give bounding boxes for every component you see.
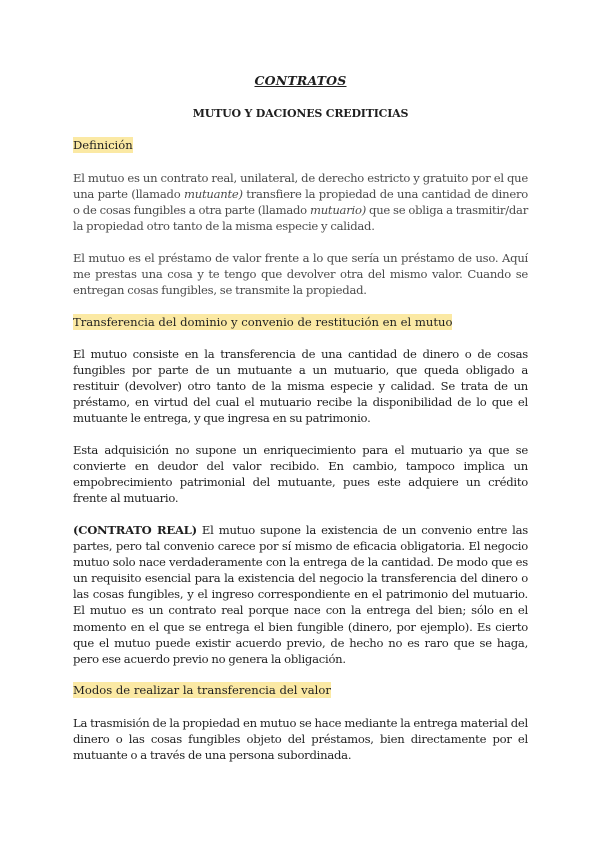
paragraph-text: que se obliga a trasmitir/dar la propiedad otro tanto de la misma especie y calidad.	[73, 203, 529, 233]
document-title: CONTRATOS	[254, 73, 347, 88]
section-heading-label: Modos de realizar la transferencia del valor	[73, 683, 331, 697]
term-mutuario: mutuario)	[309, 203, 366, 217]
paragraph-definicion-1	[73, 170, 528, 234]
contrato-real-label: (CONTRATO REAL)	[73, 523, 197, 537]
paragraph-contrato-real	[73, 522, 528, 667]
section-heading-label: Definición	[73, 138, 133, 152]
paragraph-text: El mutuo supone la existencia de un convenio entre las partes, pero tal convenio carece por sí mismo de eficacia obligatoria. El negocio mutuo solo nace verdaderamente con la entrega de la cantidad. De modo que es un requisito esencial para la existencia del negocio la transferencia del dinero o las cosas fungibles, y el ingreso correspondiente en el patrimonio del mutuario. El mutuo es un contrato real porque nace con la entrega del bien; sólo en el momento en el que se entrega el bien fungible (dinero, por ejemplo). Es cierto que el mutuo puede existir acuerdo previo, de hecho no es raro que se haga, pero ese acuerdo previo no genera la obligación.	[73, 523, 528, 666]
paragraph-text: transfiere la propiedad de una cantidad de dinero o de cosas fungibles a otra parte (llamado	[73, 187, 528, 217]
paragraph-definicion-2: El mutuo es el préstamo de valor frente a lo que sería un préstamo de uso. Aquí me prestas una cosa y te tengo que devolver otra del mismo valor. Cuando se entregan cosas fungibles, se transmite la propiedad.	[73, 251, 528, 297]
section-heading-definicion	[73, 138, 133, 153]
paragraph-transferencia-1: El mutuo consiste en la transferencia de una cantidad de dinero o de cosas fungibles por parte de un mutuante a un mutuario, que queda obligado a restituir (devolver) otro tanto de la misma especie y calidad. Se trata de un préstamo, en virtud del cual el mutuario recibe la disponibilidad de lo que el mutuante le entrega, y que ingresa en su patrimonio.	[73, 347, 528, 425]
section-heading-transferencia	[73, 315, 452, 330]
paragraph-transferencia-2: Esta adquisición no supone un enriquecimiento para el mutuario ya que se convierte en deudor del valor recibido. En cambio, tampoco implica un empobrecimiento patrimonial del mutuante, pues este adquiere un crédito frente al mutuario.	[73, 443, 528, 505]
section-heading-label: Transferencia del dominio y convenio de restitución en el mutuo	[73, 315, 453, 329]
section-heading-modos	[73, 683, 331, 698]
paragraph-text: El mutuo es un contrato real, unilateral, de derecho estricto y gratuito por el que una parte (llamado	[73, 171, 528, 201]
paragraph-modos-1: La trasmisión de la propiedad en mutuo se hace mediante la entrega material del dinero o las cosas fungibles objeto del préstamos, bien directamente por el mutuante o a través de una persona subordinada.	[73, 716, 528, 762]
term-mutuante: mutuante)	[184, 187, 243, 201]
document-subtitle: MUTUO Y DACIONES CREDITICIAS	[192, 107, 409, 120]
